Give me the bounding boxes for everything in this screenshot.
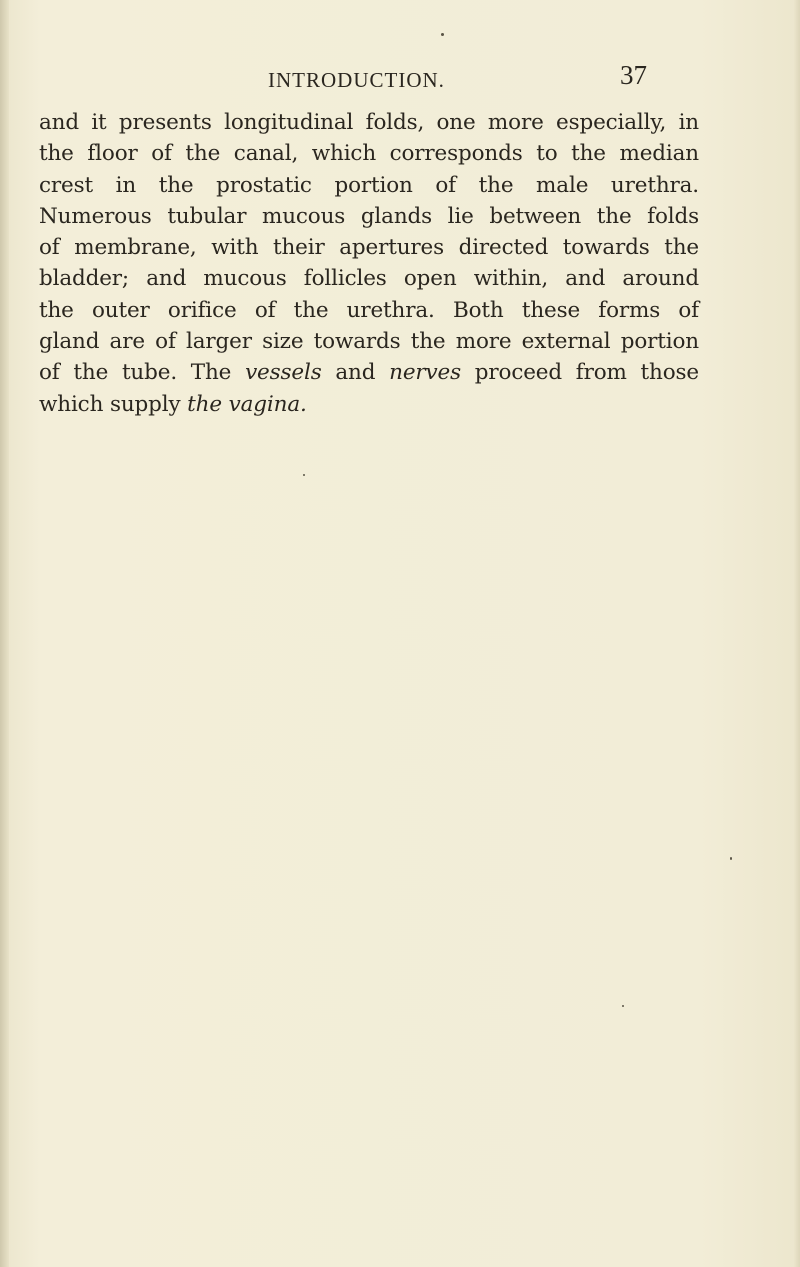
- paper-speck: [303, 474, 305, 476]
- italic-term-vessels: vessels: [245, 360, 322, 386]
- page-binding-edge: [0, 0, 9, 1267]
- text-line-with-italics: [39, 357, 699, 388]
- italic-term-vagina: the vagina.: [187, 391, 307, 417]
- paper-speck: [441, 33, 444, 36]
- paper-speck: [622, 1005, 624, 1007]
- text-line-with-italics: [39, 389, 699, 420]
- page-number: 37: [620, 60, 647, 90]
- text-line: the floor of the canal, which corresponds to the median: [39, 141, 699, 167]
- text-line: the outer orifice of the urethra. Both these forms of: [39, 297, 699, 323]
- page-outer-edge: [794, 0, 800, 1267]
- text-line: of membrane, with their apertures directed towards the: [39, 235, 699, 261]
- text-line: bladder; and mucous follicles open within, and around: [39, 266, 699, 292]
- running-head: [0, 60, 800, 100]
- text-run: proceed from those: [461, 360, 699, 386]
- text-line: Numerous tubular mucous glands lie between the folds: [39, 203, 699, 229]
- paper-speck: [730, 857, 732, 860]
- italic-term-nerves: nerves: [389, 360, 462, 386]
- text-run: of the tube. The: [39, 360, 246, 386]
- body-paragraph: [39, 107, 699, 420]
- text-line: and it presents longitudinal folds, one more especially, in: [39, 110, 699, 135]
- text-line: gland are of larger size towards the more external portion: [39, 329, 699, 355]
- running-title: INTRODUCTION.: [268, 68, 445, 92]
- text-run: which supply: [39, 391, 188, 417]
- text-line: crest in the prostatic portion of the male urethra.: [39, 172, 699, 198]
- text-run: and: [321, 360, 390, 386]
